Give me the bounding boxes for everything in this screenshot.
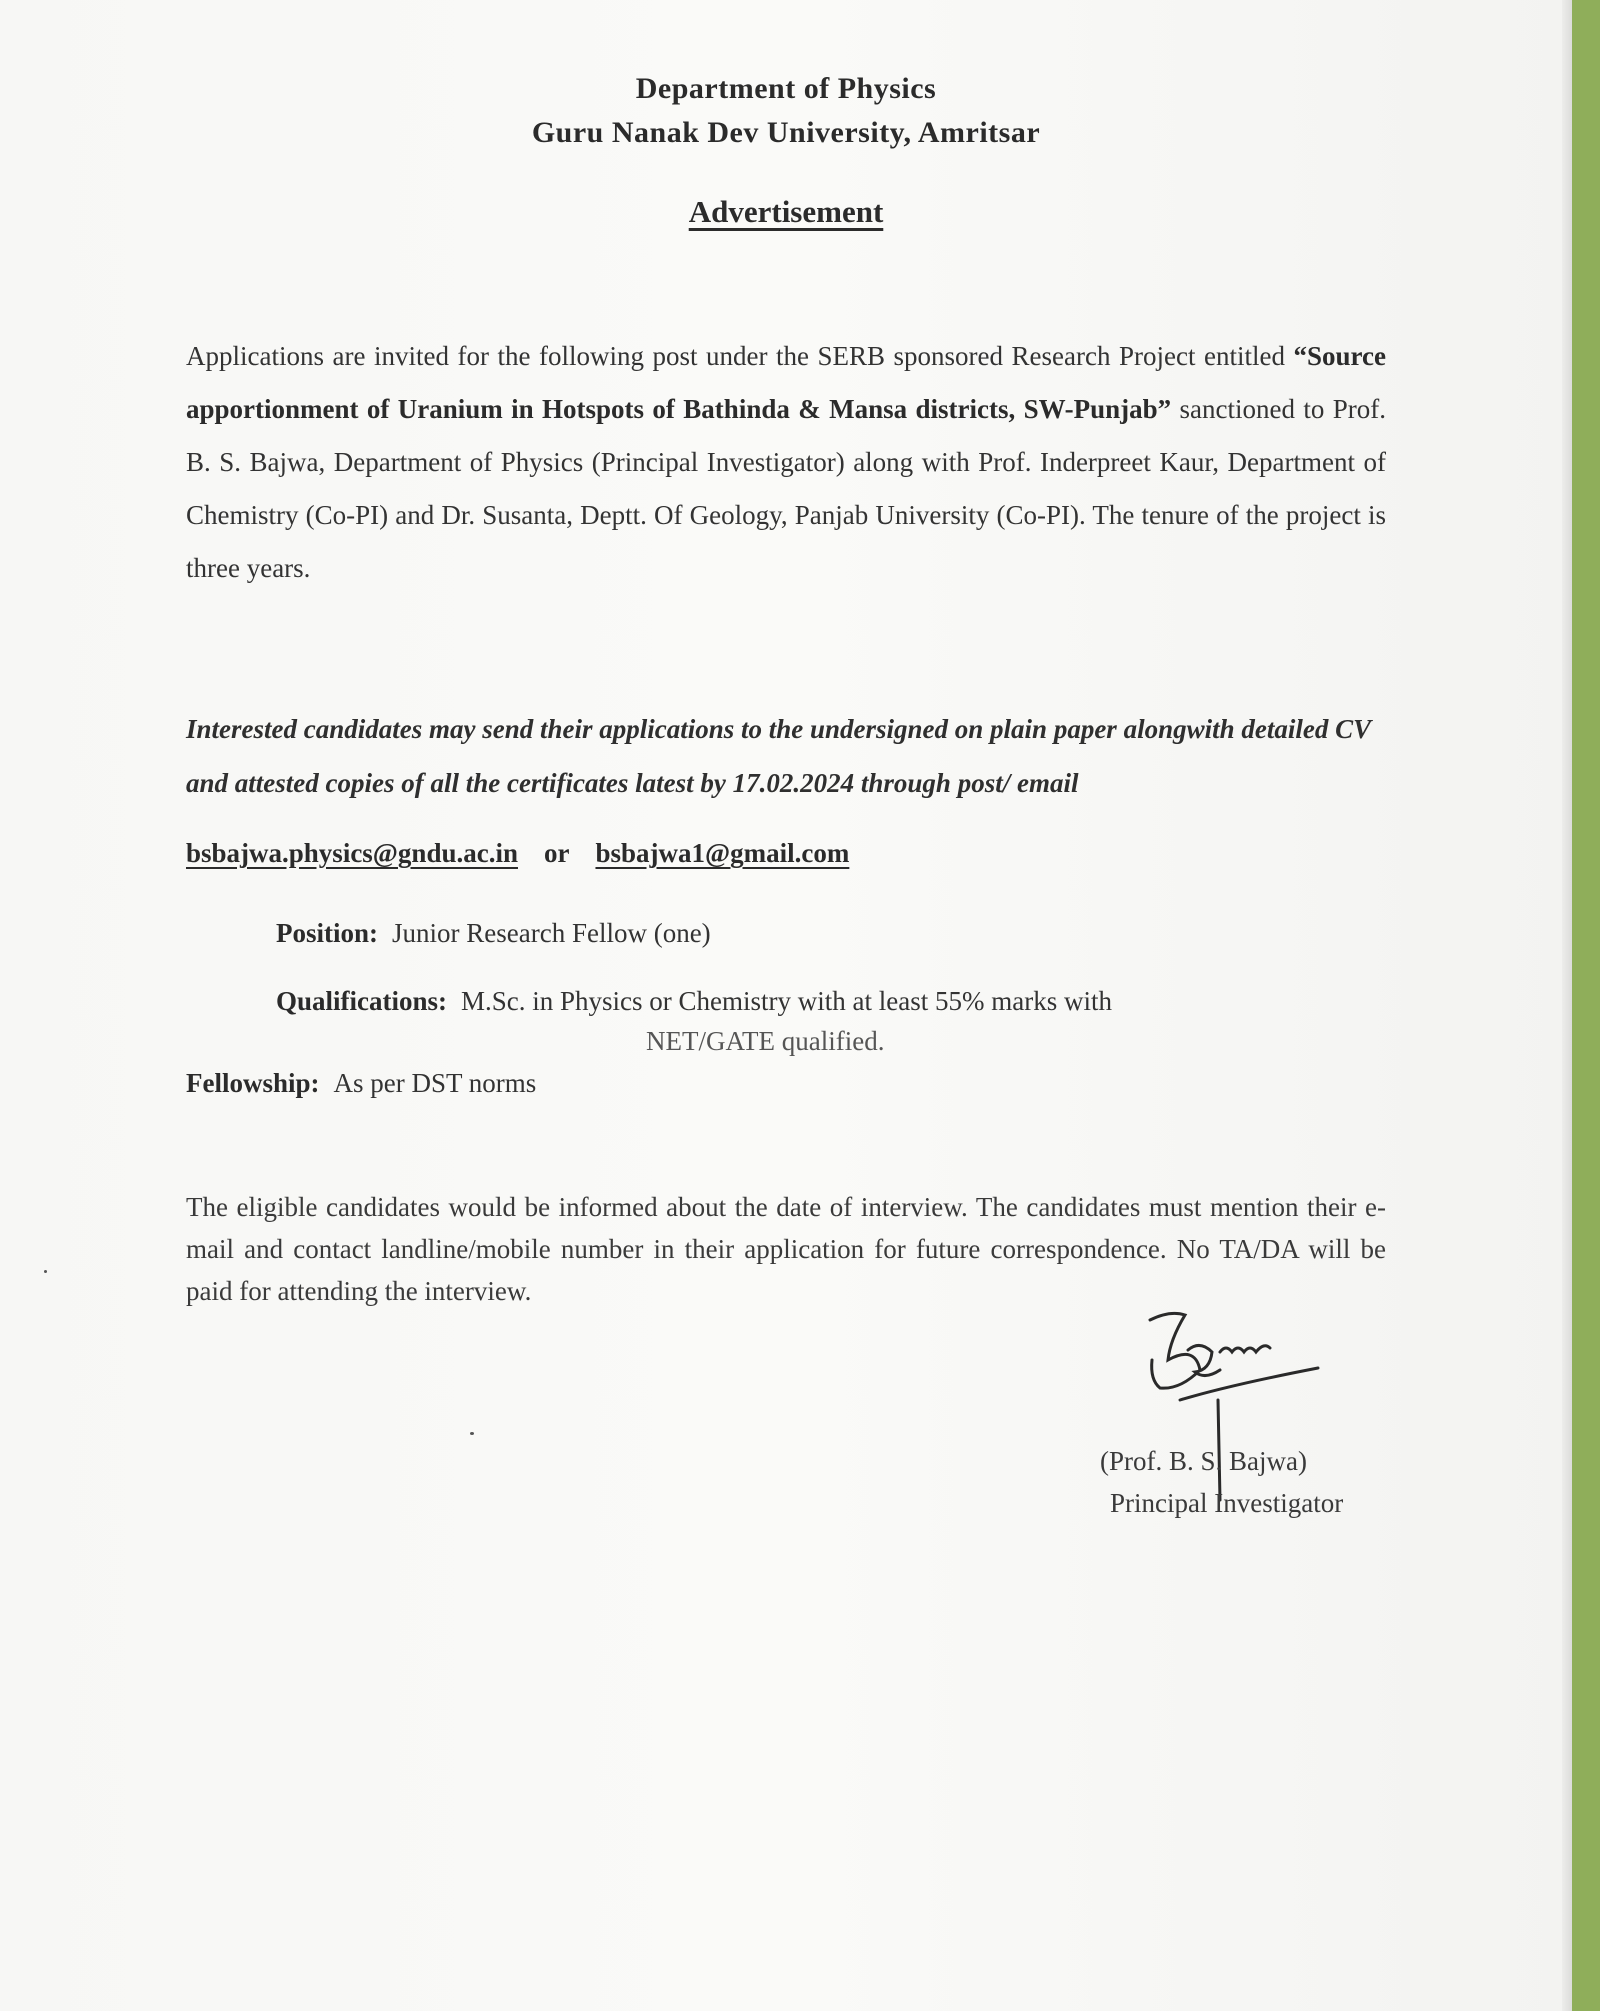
project-title: “Source apportionment of Uranium in Hotspots of Bathinda & Mansa districts, SW-Punjab”: [186, 341, 1386, 424]
position-row: [276, 918, 711, 949]
signatory-role: Principal Investigator: [1110, 1488, 1344, 1518]
position-value: Junior Research Fellow (one): [392, 918, 711, 948]
background-strip: [1572, 0, 1600, 2011]
fellowship-label: Fellowship:: [186, 1068, 320, 1098]
signatory-name: (Prof. B. S. Bajwa): [1100, 1446, 1307, 1476]
email-link-primary[interactable]: bsbajwa.physics@gndu.ac.in: [186, 838, 518, 868]
advertisement-title-wrap: [0, 194, 1572, 230]
intro-text-end: sanctioned to Prof. B. S. Bajwa, Department of Physics (Principal Investigator) along with Prof. Inderpreet Kaur, Department of Chemistry (Co-PI) and Dr. Susanta, Deptt. Of Geology, Panjab University (Co-PI). The tenure of the project is three years.: [186, 394, 1386, 583]
email-separator: or: [543, 838, 570, 868]
contact-emails: [186, 838, 849, 869]
fellowship-value: As per DST norms: [333, 1068, 537, 1098]
fellowship-row: [186, 1068, 536, 1099]
intro-text-start: Applications are invited for the following post under the SERB sponsored Research Project entitled: [186, 341, 1294, 371]
position-label: Position:: [276, 918, 379, 948]
department-heading: Department of Physics: [635, 72, 937, 105]
page-edge-shadow: [1562, 0, 1572, 2011]
qualifications-label: Qualifications:: [276, 986, 448, 1016]
signatory-block: [1100, 1440, 1343, 1524]
email-link-secondary[interactable]: bsbajwa1@gmail.com: [595, 838, 850, 868]
qualifications-value: M.Sc. in Physics or Chemistry with at least 55% marks with: [461, 986, 1112, 1016]
qualifications-row: [276, 986, 1112, 1017]
instructions-paragraph: Interested candidates may send their applications to the undersigned on plain paper alongwith detailed CV and attested copies of all the certificates latest by 17.02.2024 through post/ email: [186, 714, 1371, 798]
intro-paragraph: [186, 330, 1386, 595]
scan-speck: [44, 1270, 47, 1273]
scan-speck: [470, 1432, 474, 1435]
university-heading: Guru Nanak Dev University, Amritsar: [531, 116, 1041, 149]
advertisement-title: Advertisement: [688, 194, 884, 229]
qualifications-value-continued: NET/GATE qualified.: [646, 1026, 885, 1056]
closing-paragraph: The eligible candidates would be informed about the date of interview. The candidates must mention their e-mail and contact landline/mobile number in their application for future correspondence. No TA/DA will be paid for attending the interview.: [186, 1192, 1386, 1306]
